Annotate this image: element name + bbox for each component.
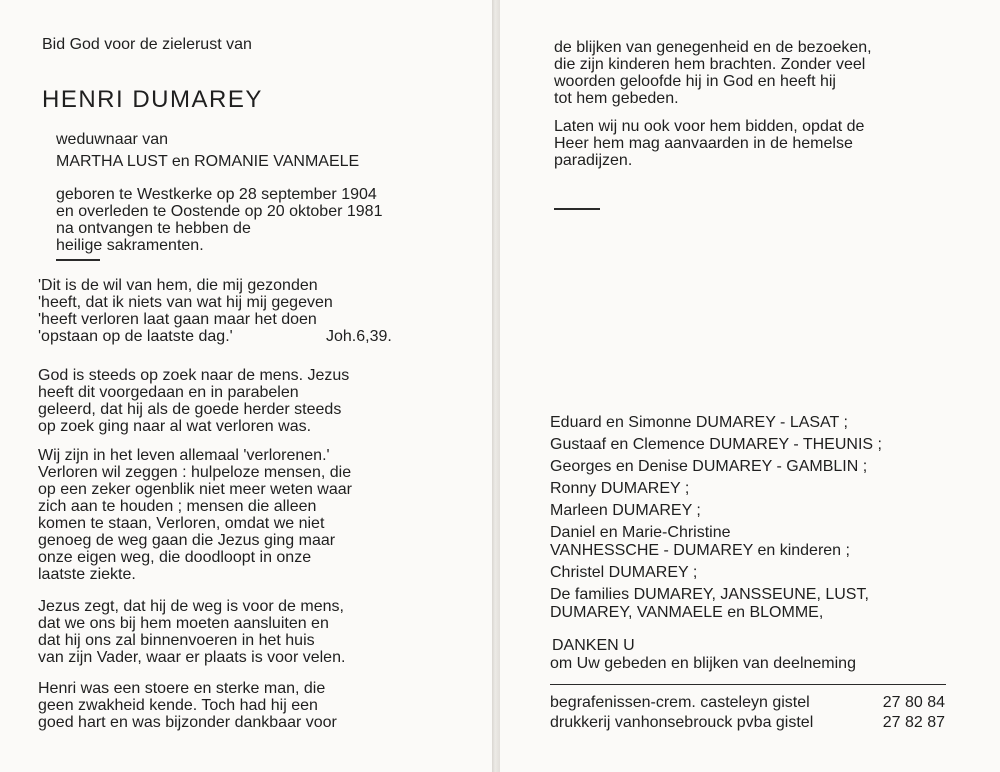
- quote-line: 'heeft, dat ik niets van wat hij mij gegeven: [38, 294, 333, 311]
- paragraph-line: dat hij ons zal binnenvoeren in het huis: [38, 632, 315, 649]
- paragraph-line: Jezus zegt, dat hij de weg is voor de mens,: [38, 598, 344, 615]
- right-page: [500, 0, 1000, 772]
- paragraph-line: op zoek ging naar al wat verloren was.: [38, 418, 312, 435]
- quote-reference: Joh.6,39.: [326, 328, 392, 345]
- family-member: Marleen DUMAREY ;: [550, 502, 701, 519]
- family-member: Daniel en Marie-Christine: [550, 524, 731, 541]
- paragraph-line: goed hart en was bijzonder dankbaar voor: [38, 714, 337, 731]
- page-fold: [492, 0, 500, 772]
- paragraph-line: geen zwakheid kende. Toch had hij een: [38, 697, 318, 714]
- widower-label: weduwnaar van: [56, 131, 169, 148]
- bible-quote: [38, 277, 458, 347]
- biography-line: en overleden te Oostende op 20 oktober 1981: [56, 203, 383, 220]
- paragraph-line: woorden geloofde hij in God en heeft hij: [554, 73, 836, 90]
- prayer-heading: Bid God voor de zielerust van: [42, 36, 252, 53]
- paragraph-line: onze eigen weg, die doodloopt in onze: [38, 549, 312, 566]
- family-member: VANHESSCHE - DUMAREY en kinderen ;: [550, 542, 850, 559]
- footer-phone: 27 80 84: [882, 694, 945, 711]
- family-member: De families DUMAREY, JANSSEUNE, LUST,: [550, 586, 869, 603]
- paragraph-line: laatste ziekte.: [38, 566, 136, 583]
- footer-row: [550, 714, 945, 731]
- paragraph-line: dat we ons bij hem moeten aansluiten en: [38, 615, 329, 632]
- paragraph-line: Heer hem mag aanvaarden in de hemelse: [554, 135, 853, 152]
- family-member: DUMAREY, VANMAELE en BLOMME,: [550, 604, 824, 621]
- quote-line: 'opstaan op de laatste dag.': [38, 328, 233, 345]
- thanks-text: om Uw gebeden en blijken van deelneming: [550, 655, 856, 672]
- left-page: [0, 0, 492, 772]
- paragraph-line: God is steeds op zoek naar de mens. Jezus: [38, 367, 350, 384]
- spouses-names: MARTHA LUST en ROMANIE VANMAELE: [56, 153, 360, 170]
- paragraph-line: Henri was een stoere en sterke man, die: [38, 680, 326, 697]
- paragraph-line: geleerd, dat hij als de goede herder steeds: [38, 401, 342, 418]
- family-member: Ronny DUMAREY ;: [550, 480, 690, 497]
- continuation-paragraph: [554, 39, 872, 107]
- footer-divider: [550, 684, 946, 685]
- footer-phone: 27 82 87: [882, 714, 945, 731]
- paragraph-2: [38, 447, 352, 583]
- family-member: Eduard en Simonne DUMAREY - LASAT ;: [550, 414, 848, 431]
- divider: [554, 208, 600, 210]
- footer: [550, 694, 945, 731]
- biography-line: na ontvangen te hebben de: [56, 220, 251, 237]
- family-member: Georges en Denise DUMAREY - GAMBLIN ;: [550, 458, 868, 475]
- paragraph-line: tot hem gebeden.: [554, 90, 679, 107]
- family-list: [550, 414, 882, 622]
- paragraph-line: zich aan te houden ; mensen die alleen: [38, 498, 317, 515]
- family-member: Gustaaf en Clemence DUMAREY - THEUNIS ;: [550, 436, 882, 453]
- footer-label: begrafenissen-crem. casteleyn gistel: [550, 694, 810, 711]
- paragraph-line: van zijn Vader, waar er plaats is voor velen.: [38, 649, 346, 666]
- paragraph-line: die zijn kinderen hem brachten. Zonder veel: [554, 56, 866, 73]
- paragraph-1: [38, 367, 349, 435]
- paragraph-4: [38, 680, 337, 731]
- paragraph-line: heeft dit voorgedaan en in parabelen: [38, 384, 299, 401]
- thanks-title: DANKEN U: [552, 637, 635, 654]
- quote-line: 'heeft verloren laat gaan maar het doen: [38, 311, 317, 328]
- footer-label: drukkerij vanhonsebrouck pvba gistel: [550, 714, 814, 731]
- footer-row: [550, 694, 945, 711]
- paragraph-line: Laten wij nu ook voor hem bidden, opdat de: [554, 118, 865, 135]
- divider: [56, 259, 100, 261]
- paragraph-line: paradijzen.: [554, 152, 633, 169]
- biography-line: geboren te Westkerke op 28 september 1904: [56, 186, 377, 203]
- deceased-name: HENRI DUMAREY: [42, 86, 263, 113]
- paragraph-line: komen te staan, Verloren, omdat we niet: [38, 515, 325, 532]
- quote-line: 'Dit is de wil van hem, die mij gezonden: [38, 277, 318, 294]
- paragraph-line: Wij zijn in het leven allemaal 'verlorenen.': [38, 447, 330, 464]
- biography-line: heilige sakramenten.: [56, 237, 204, 254]
- prayer-paragraph: [554, 118, 864, 169]
- family-member: Christel DUMAREY ;: [550, 564, 698, 581]
- paragraph-line: Verloren wil zeggen : hulpeloze mensen, die: [38, 464, 352, 481]
- paragraph-3: [38, 598, 345, 666]
- paragraph-line: de blijken van genegenheid en de bezoeken,: [554, 39, 872, 56]
- biography: [56, 186, 382, 254]
- paragraph-line: genoeg de weg gaan die Jezus ging maar: [38, 532, 336, 549]
- paragraph-line: op een zeker ogenblik niet meer weten waar: [38, 481, 352, 498]
